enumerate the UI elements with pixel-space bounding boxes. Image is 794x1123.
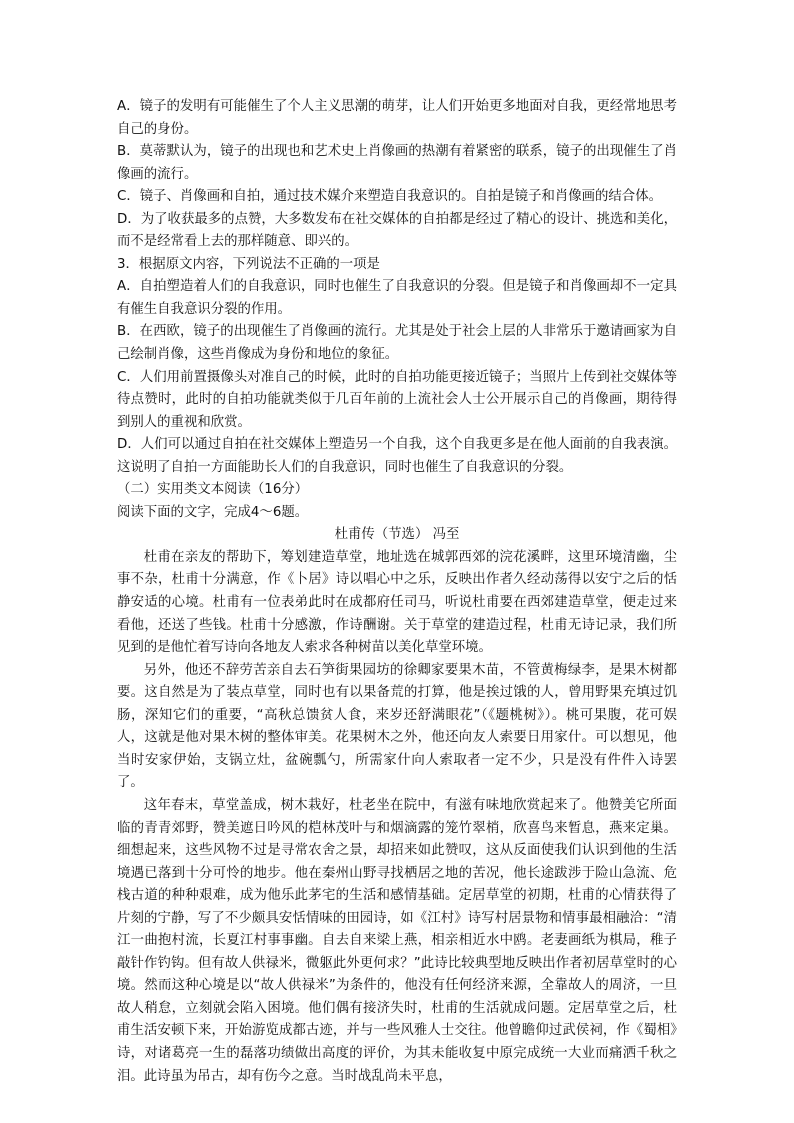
q3-option-a: A．自拍塑造着人们的自我意识，同时也催生了自我意识的分裂。但是镜子和肖像画却不一定具有催生自我意识分裂的作用。 [117,279,677,317]
option-c: C．镜子、肖像画和自拍，通过技术媒介来塑造自我意识的。自拍是镜子和肖像画的结合体。 [117,189,662,205]
option-a: A．镜子的发明有可能催生了个人主义思潮的萌芽，让人们开始更多地面对自我，更经常地思考自己的身份。 [117,99,677,137]
section-instruction: 阅读下面的文字，完成4～6题。 [117,504,309,520]
option-b: B．莫蒂默认为，镜子的出现也和艺术史上肖像画的热潮有着紧密的联系，镜子的出现催生了肖像画的流行。 [117,144,677,182]
passage-title: 杜甫传（节选） 冯至 [334,527,460,543]
section-heading: （二）实用类文本阅读（16分） [117,482,309,498]
passage-paragraph: 另外，他还不辞劳苦亲自去石笋街果园坊的徐卿家要果木苗，不管黄梅绿李，是果木树都要。这自然是为了装点草堂，同时也有以果备荒的打算，他是挨过饿的人，曾用野果充填过饥肠，深知它们的重要，“高秋总馈贫人食，来岁还舒满眼花”（《题桃树》）。桃可果腹，花可娱人，这就是他对果木树的整体审美。花果树木之外，他还向友人索要日用家什。可以想见，他当时安家伊始，支锅立灶，盆碗瓢勺，所需家什向人索取者一定不少，只是没有件件入诗罢了。 [117,662,677,791]
question-3-stem: 3．根据原文内容，下列说法不正确的一项是 [117,256,380,272]
exam-page [117,96,677,1088]
q3-option-c: C．人们用前置摄像头对准自己的时候，此时的自拍功能更接近镜子；当照片上传到社交媒体等待点赞时，此时的自拍功能就类似于几百年前的上流社会人士公开展示自己的肖像画，期待得到别人的重视和欣赏。 [117,369,677,430]
q3-option-d: D．人们可以通过自拍在社交媒体上塑造另一个自我，这个自我更多是在他人面前的自我表演。这说明了自拍一方面能助长人们的自我意识，同时也催生了自我意识的分裂。 [117,437,677,475]
q3-option-b: B．在西欧，镜子的出现催生了肖像画的流行。尤其是处于社会上层的人非常乐于邀请画家为自己绘制肖像，这些肖像成为身份和地位的象征。 [117,324,677,363]
option-d: D．为了收获最多的点赞，大多数发布在社交媒体的自拍都是经过了精心的设计、挑选和美化，而不是经常看上去的那样随意、即兴的。 [117,211,677,250]
passage-paragraph: 杜甫在亲友的帮助下，筹划建造草堂，地址选在城郭西郊的浣花溪畔，这里环境清幽，尘事不杂，杜甫十分满意，作《卜居》诗以唱心中之乐，反映出作者久经动荡得以安宁之后的恬静安适的心境。杜甫有一位表弟此时在成都府任司马，听说杜甫要在西郊建造草堂，便走过来看他，还送了些钱。杜甫十分感激，作诗酬谢。关于草堂的建造过程，杜甫无诗记录，我们所见到的是他忙着写诗向各地友人索求各种树苗以美化草堂环境。 [117,549,677,656]
passage-paragraph: 这年春末，草堂盖成，树木栽好，杜老坐在院中，有滋有味地欣赏起来了。他赞美它所面临的青青郊野，赞美遮日吟风的桤林茂叶与和烟滴露的笼竹翠梢，欣喜鸟来暂息，燕来定巢。细想起来，这些风物不过是寻常农舍之景，却招来如此赞叹，这从反面使我们认识到他的生活境遇已落到十分可怜的地步。他在秦州山野寻找栖居之地的苦况，他长途跋涉于险山急流、危栈古道的种种艰难，成为他乐此茅宅的生活和感情基础。定居草堂的初期，杜甫的心情获得了片刻的宁静，写了不少颇具安恬情味的田园诗，如《江村》诗写村居景物和情事最相融洽：“清江一曲抱村流，长夏江村事事幽。自去自来梁上燕，相亲相近水中鸥。老妻画纸为棋局，稚子敲针作钓钩。但有故人供禄米，微躯此外更何求？”此诗比较典型地反映出作者初居草堂时的心境。然而这种心境是以“故人供禄米”为条件的，他没有任何经济来源，全靠故人的周济，一旦故人稍怠，立刻就会陷入困境。他们偶有接济失时，杜甫的生活就成问题。定居草堂之后，杜甫生活安顿下来，开始游览成都古迹，并与一些风雅人士交往。他曾瞻仰过武侯祠，作《蜀相》诗，对诸葛亮一生的磊落功绩做出高度的评价，为其未能收复中原完成统一大业而痛洒千秋之泪。此诗虽为吊古，却有伤今之意。当时战乱尚未平息， [117,797,677,1084]
